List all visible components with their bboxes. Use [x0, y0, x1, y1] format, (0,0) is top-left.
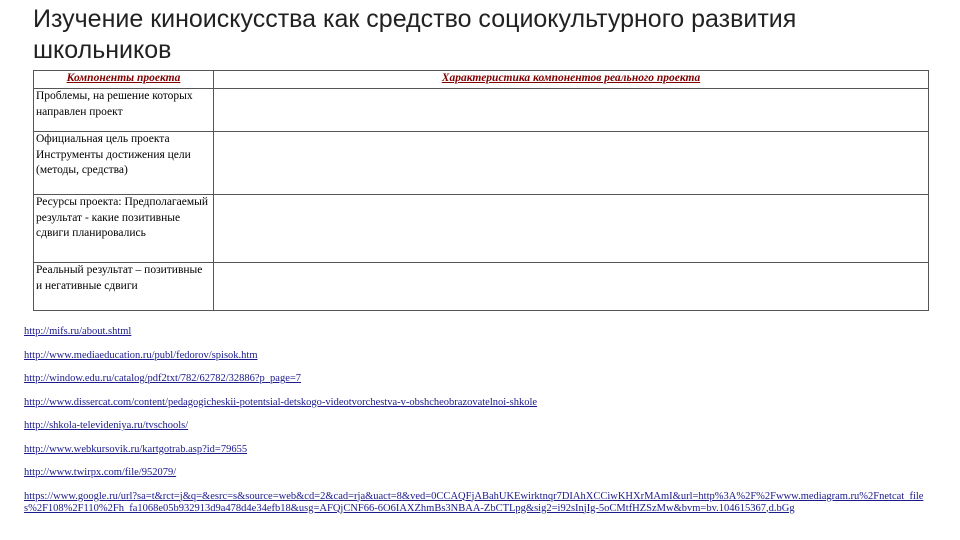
column-header-components: Компоненты проекта: [34, 71, 214, 89]
reference-link[interactable]: http://mifs.ru/about.shtml: [24, 326, 132, 337]
row-label-real-result: Реальный результат – позитивные и негативные сдвиги: [34, 263, 214, 311]
table-row: [34, 89, 929, 132]
row-value-cell[interactable]: [214, 263, 929, 311]
column-header-characteristics: Характеристика компонентов реального проекта: [214, 71, 929, 89]
row-label-problems: Проблемы, на решение которых направлен проект: [34, 89, 214, 132]
table-header-row: [34, 71, 929, 89]
reference-link[interactable]: http://shkola-televideniya.ru/tvschools/: [24, 420, 189, 431]
reference-link[interactable]: http://www.mediaeducation.ru/publ/fedorov/spisok.htm: [24, 349, 258, 361]
row-value-cell[interactable]: [214, 132, 929, 195]
reference-link[interactable]: http://www.dissercat.com/content/pedagogicheskii-potentsial-detskogo-videotvorchestva-v-obshcheobrazovatelnoi-shkole: [24, 396, 538, 408]
row-label-resources-expected: Ресурсы проекта: Предполагаемый результат - какие позитивные сдвиги планировались: [34, 195, 214, 263]
reference-link[interactable]: https://www.google.ru/url?sa=t&rct=j&q=&esrc=s&source=web&cd=2&cad=rja&uact=8&ved=0CCAQFjABahUKEwirktnqr7DIAhXCCiwKHXrMAmI&url=http%3A%2F%2Fwww.mediagram.ru%2Fnetcat_files%2F108%2F110%2Fh_fa1068e05b932913d9a478d4e34efb18&usg=AFQjCNF66-6O6IAXZhmBs3NBAA-ZbCTLpg&sig2=i92sInjIg-5oCMtfHZSzMw&bvm=bv.104615367,d.bGg: [24, 490, 924, 514]
reference-links-list: [24, 326, 934, 526]
reference-link[interactable]: http://www.twirpx.com/file/952079/: [24, 467, 177, 478]
slide-title: Изучение киноискусства как средство социокультурного развития школьников: [33, 5, 797, 64]
project-components-table: [33, 70, 929, 311]
table-row: [34, 132, 929, 195]
reference-link[interactable]: http://www.webkursovik.ru/kartgotrab.asp?id=79655: [24, 443, 248, 455]
row-value-cell[interactable]: [214, 89, 929, 132]
table-row: [34, 263, 929, 311]
row-label-goal-tools: Официальная цель проекта Инструменты достижения цели (методы, средства): [34, 132, 214, 195]
reference-link[interactable]: http://window.edu.ru/catalog/pdf2txt/782/62782/32886?p_page=7: [24, 373, 302, 384]
row-value-cell[interactable]: [214, 195, 929, 263]
table-row: [34, 195, 929, 263]
